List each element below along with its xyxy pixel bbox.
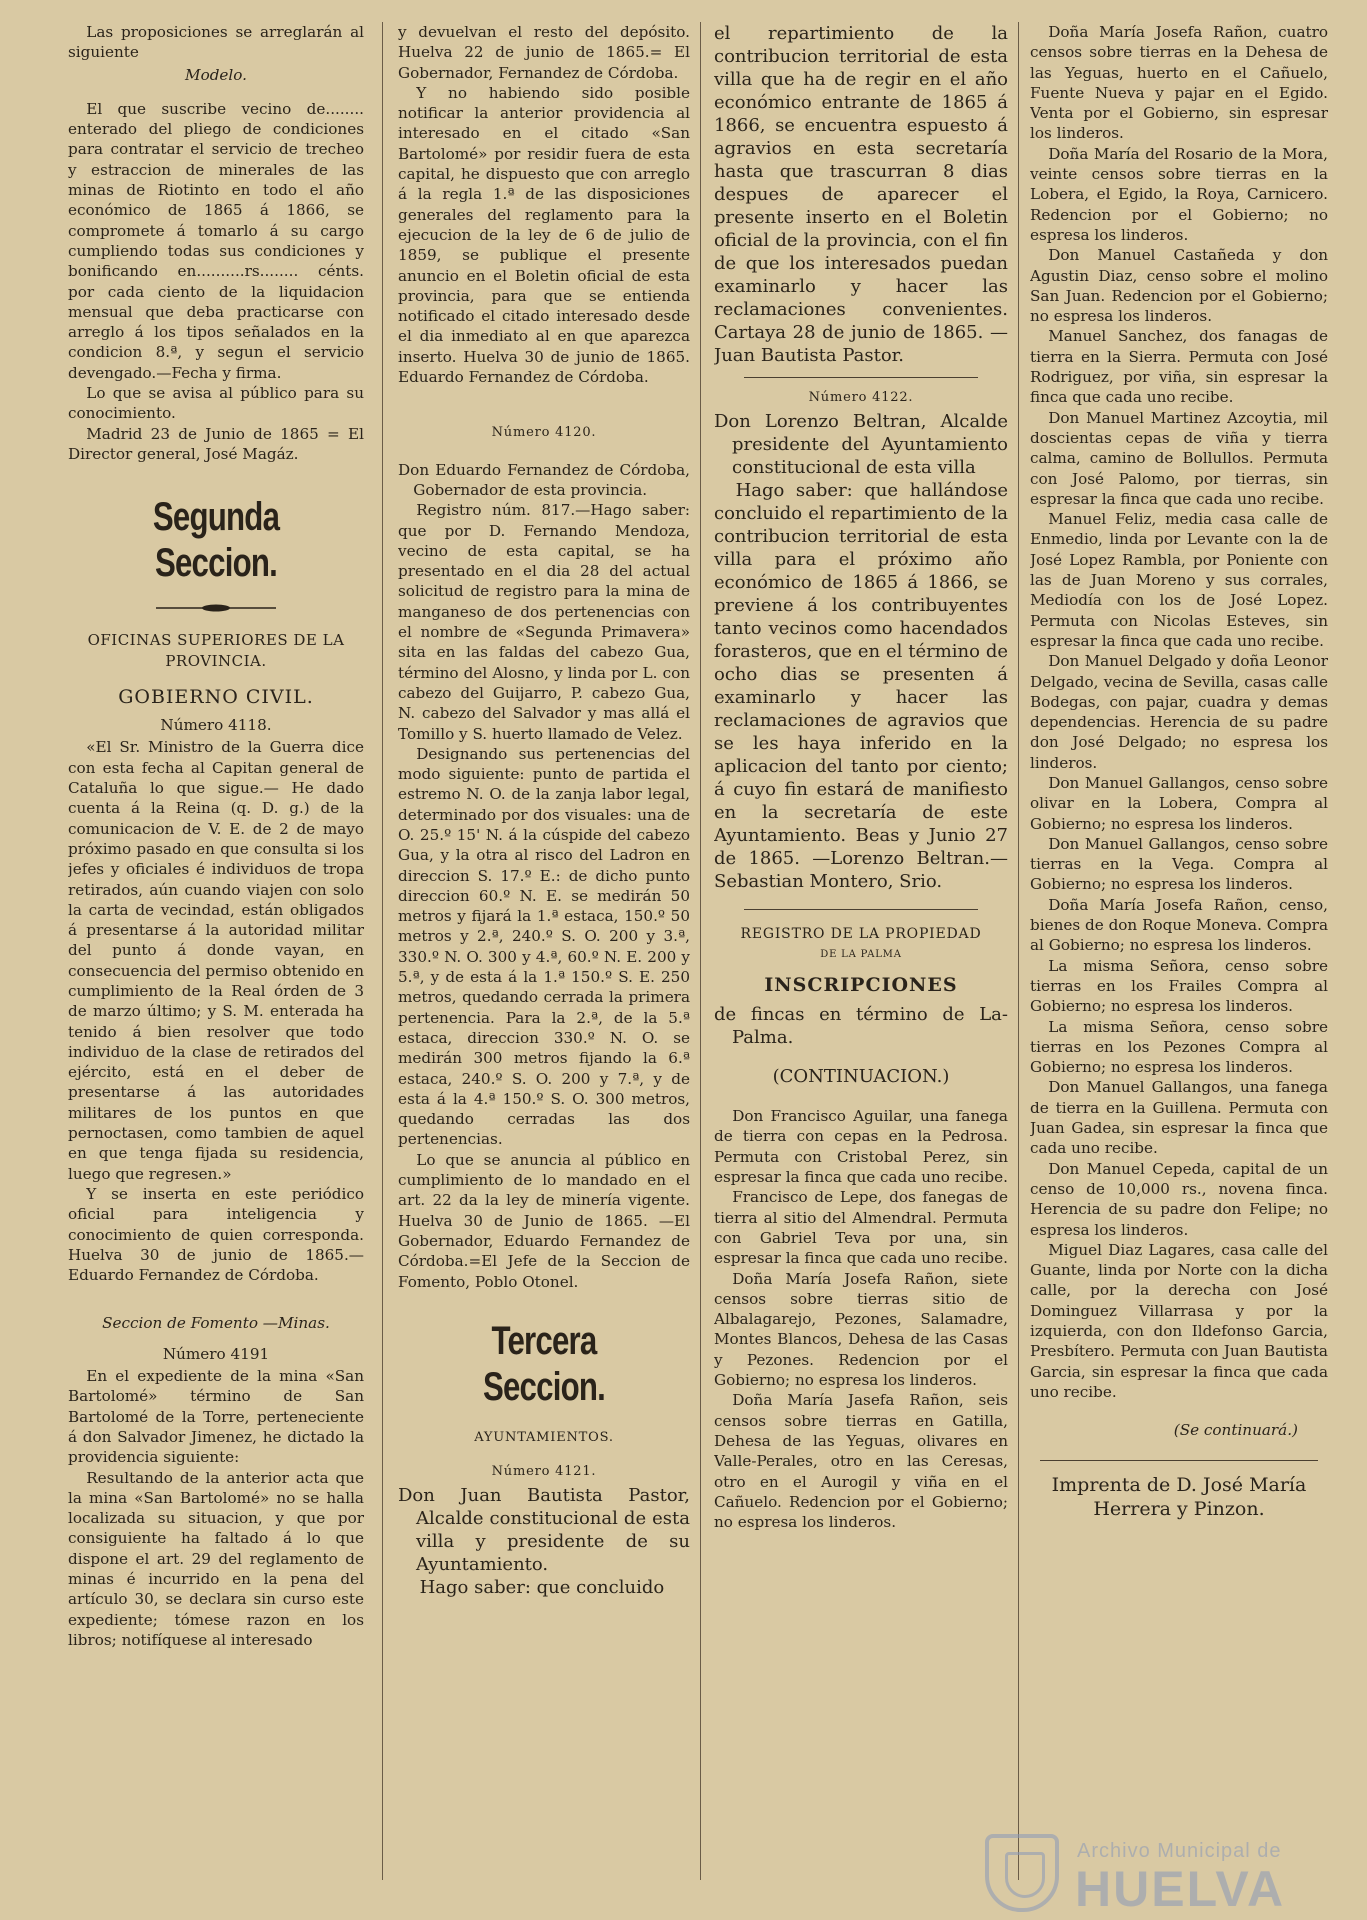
text-notificacion: Y no habiendo sido posible notificar la anterior providencia al interesado en el citado «San Bartolomé» por residir fuera de esta capital, he dispuesto que con arreglo á la regla 1.ª de las disposiciones generales del reglamento para la ejecucion de la ley de 6 de julio de 1859, se publique el presente anuncio en el Boletin oficial de esta provincia, para que se entienda notificado el citado interesado desde el dia inmediato al en que aparezca inserto. Huelva 30 de junio de 1865. Eduardo Fernandez de Córdoba. [398,83,690,387]
text-4191a: En el expediente de la mina «San Bartolomé» término de San Bartolomé de la Torre, perteneciente á don Salvador Jimenez, he dictado la providencia siguiente: [68,1367,364,1467]
entry: Manuel Sanchez, dos fanagas de tierra en la Sierra. Permuta con José Rodriguez, por viña, sin espresar la finca que cada uno recibe. [1030,327,1328,407]
modelo-text: El que suscribe vecino de........ enterado del pliego de condiciones para contratar el servicio de trecheo y estraccion de minerales de las minas de Riotinto en todo el año económico de 1865 á 1866, se compromete á tomarlo á su cargo cumpliendo todas sus condiciones y bonificando en..........rs........ cénts. por cada ciento de la liquidacion mensual que deba practicarse con arreglo á los tipos señalados en la condicion 8.ª, y segun el servicio devengado.—Fecha y firma. [68,99,364,382]
divider [1040,1460,1318,1461]
entry: Doña María Josefa Rañon, siete censos sobre tierras sitio de Albalagarejo, Pezones, Salamadre, Montes Blancos, Dehesa de las Casas y Pezones. Redencion por el Gobierno; no espresa los linderos. [714,1269,1008,1390]
header-4121: Don Juan Bautista Pastor, Alcalde constitucional de esta villa y presidente de su Ayuntamiento. [398,1485,690,1576]
numero-4191: Número 4191 [162,1344,270,1363]
registro-heading: REGISTRO DE LA PROPIEDAD [740,926,982,943]
aviso-text: Lo que se avisa al público para su conocimiento. [68,384,364,423]
column-rule [700,22,701,1880]
entry: Don Manuel Castañeda y don Agustin Diaz, censo sobre el molino San Juan. Redencion por el Gobierno; no espresa los linderos. [1030,246,1328,326]
tercera-seccion-heading: Tercera Seccion. [482,1318,606,1409]
continuacion-heading: (CONTINUACION.) [772,1066,950,1088]
entry: Miguel Diaz Lagares, casa calle del Guante, linda por Norte con la dicha calle, por la derecha con José Dominguez Villarrasa y por la izquierda, con don Ildefonso Garcia, Presbítero. Permuta con Juan Bautista Garcia, sin espresar la finca que cada uno recibe. [1030,1240,1328,1401]
numero-4118: Número 4118. [160,716,272,735]
text-4118b: Y se inserta en este periódico oficial para inteligencia y conocimiento de quien corresponda. Huelva 30 de junio de 1865.—Eduardo Fernandez de Córdoba. [68,1184,364,1285]
watermark-big-text: HUELVA [1075,1861,1286,1917]
ornament-rule [156,604,276,612]
watermark-small-text: Archivo Municipal de [1077,1840,1282,1862]
text-4191b: Resultando de la anterior acta que la mina «San Bartolomé» no se halla localizada su situacion, y que por consiguiente ha faltado á lo que dispone el art. 29 del reglamento de minas é incurrido en la pena del artículo 30, se declara sin curso este expediente; tómese razon en los libros; notifíquese al interesado [68,1468,364,1649]
header-4121-wrap [398,1484,690,1576]
entry: Don Francisco Aguilar, una fanega de tierra con cepas en la Pedrosa. Permuta con Cristobal Perez, sin espresar la finca que cada uno recibe. [714,1107,1008,1187]
entry: Doña María Josefa Rañon, cuatro censos sobre tierras en la Dehesa de las Yeguas, huerto en el Cañuelo, Fuente Nueva y pajar en el Egido. Venta por el Gobierno, sin espresar los linderos. [1030,23,1328,143]
modelo-heading: Modelo. [185,65,247,84]
gobierno-civil-heading: GOBIERNO CIVIL. [118,685,314,708]
fincas-subheading: de fincas en término de La-Palma. [714,1004,1008,1049]
text-4121: Hago saber: que concluido [419,1577,665,1599]
fomento-heading: Seccion de Fomento —Minas. [102,1314,330,1333]
entry: La misma Señora, censo sobre tierras en los Pezones Compra al Gobierno; no espresa los linderos. [1030,1017,1328,1077]
signature-text: Madrid 23 de Junio de 1865 = El Director general, José Magáz. [68,424,364,463]
header-4120: Don Eduardo Fernandez de Córdoba, Gobernador de esta provincia. [398,460,690,499]
text-cont: y devuelvan el resto del depósito. Huelva 22 de junio de 1865.= El Gobernador, Fernandez de Córdoba. [398,23,690,82]
entry: Doña María del Rosario de la Mora, veinte censos sobre tierras en la Lobera, el Egido, la Roya, Carnicero. Redencion por el Gobierno; no espresa los linderos. [1030,144,1328,244]
fincas-wrap [714,1003,1008,1049]
oficinas-heading: OFICINAS SUPERIORES DE LA PROVINCIA. [87,631,345,670]
text-4120b: Designando sus pertenencias del modo siguiente: punto de partida el estremo N. O. de la zanja labor legal, determinado por dos visuales: una de O. 25.º 15' N. á la cúspide del cabezo Gua, y la otra al risco del Ladron en direccion S. 17.º E.: de dicho punto direccion 60.º N. E. se medirán 50 metros y fijará la 1.ª estaca, 150.º 50 metros y 2.ª, 240.º S. O. 200 y 3.ª, 330.º N. O. 300 y 4.ª, 60.º N. E. 200 y 5.ª, y de esta á la 1.ª 150.º S. E. 250 metros, quedando cerrada la primera pertenencia. Para la 2.ª, de la 5.ª estaca, direccion 330.º N. O. se medirán 300 metros fijando la 6.ª estaca, 240.º S. O. 200 y 7.ª, y de esta á la 4.ª 150.º S. O. 300 metros, quedando cerradas las dos pertenencias. [398,744,690,1149]
ayuntamientos-heading: AYUNTAMIENTOS. [474,1429,614,1445]
entry: Francisco de Lepe, dos fanegas de tierra al sitio del Almendral. Permuta con Gabriel Teva por una, sin espresar la finca que cada uno recibe. [714,1188,1008,1268]
column-2 [398,22,690,1920]
column-1 [68,22,364,1920]
column-rule [1018,22,1019,1880]
column-rule [382,22,383,1880]
text-4118: «El Sr. Ministro de la Guerra dice con esta fecha al Capitan general de Cataluña lo que sigue.— He dado cuenta á la Reina (q. D. g.) de la comunicacion de V. E. de 2 de mayo próximo pasado en que consulta si los jefes y oficiales é individuos de tropa retirados, aún cuando viajen con solo la carta de vecindad, están obligados á presentarse á la autoridad militar del punto á donde vayan, en consecuencia del permiso obtenido en cumplimiento de la Real órden de 3 de marzo último; y S. M. enterada ha tenido á bien resolver que todo individuo de la clase de retirados del ejército, está en el deber de presentarse á las autoridades militares de los puntos en que pernoctasen, como tambien de aquel en que tenga fijada su residencia, luego que regresen.» [68,738,364,1183]
entry: Doña María Josefa Rañon, censo, bienes de don Roque Moneva. Compra al Gobierno; no espresa los linderos. [1030,895,1328,955]
text-4120c: Lo que se anuncia al público en cumplimiento de lo mandado en el art. 22 da la ley de minería vigente. Huelva 30 de Junio de 1865. —El Gobernador, Eduardo Fernandez de Córdoba.=El Jefe de la Seccion de Fomento, Poblo Otonel. [398,1150,690,1291]
archive-watermark [985,1832,1345,1917]
entry: Doña María Jasefa Rañon, seis censos sobre tierras en Gatilla, Dehesa de las Yeguas, olivares en Valle-Perales, otro en las Ceresas, otro en el Aurogil y viña en el Cañuelo. Redencion por el Gobierno; no espresa los linderos. [714,1391,1008,1532]
text-4122: Hago saber: que hallándose concluido el repartimiento de la contribucion territorial de esta villa para el próximo año económico de 1865 á 1866, se previene á los contribuyentes tanto vecinos como hacendados forasteros, que en el término de ocho dias se presenten á examinarlo y hacer las reclamaciones de agravios que se les haya inferido en la aplicacion del tanto por ciento; á cuyo fin estará de manifiesto en la secretaría de este Ayuntamiento. Beas y Junio 27 de 1865. —Lorenzo Beltran.—Sebastian Montero, Srio. [714,480,1008,893]
registro-subheading: DE LA PALMA [820,948,902,960]
numero-4122: Número 4122. [808,390,914,405]
continuara-text: (Se continuará.) [1173,1421,1298,1440]
intro-text: Las proposiciones se arreglarán al siguiente [68,23,364,62]
text-4121b: el repartimiento de la contribucion territorial de esta villa que ha de regir en el año económico entrante de 1865 á 1866, se encuentra espuesto á agravios en esta secretaría hasta que trascurran 8 dias despues de aparecer el presente inserto en el Boletin oficial de la provincia, con el fin de que los interesados puedan examinarlo y hacer las reclamaciones convenientes. Cartaya 28 de junio de 1865. — Juan Bautista Pastor. [714,23,1008,366]
entry: Don Manuel Gallangos, una fanega de tierra en la Guillena. Permuta con Juan Gadea, sin espresar la finca que cada uno recibe. [1030,1078,1328,1158]
numero-4121: Número 4121. [491,1464,597,1480]
header-4120-wrap [398,460,690,501]
entry: Don Manuel Cepeda, capital de un censo de 10,000 rs., novena finca. Herencia de su padre don Felipe; no espresa los linderos. [1030,1159,1328,1239]
entry: Don Manuel Delgado y doña Leonor Delgado, vecina de Sevilla, casas calle Bodegas, con pajar, cuadra y demas dependencias. Herencia de su padre don José Delgado; no espresa los linderos. [1030,652,1328,772]
divider [744,377,978,378]
column-4 [1030,22,1328,1920]
archive-seal-icon [985,1834,1059,1912]
numero-4120: Número 4120. [491,425,597,441]
text-4120a: Registro núm. 817.—Hago saber: que por D. Fernando Mendoza, vecino de esta capital, se ha presentado en el dia 28 del actual solicitud de registro para la mina de manganeso de dos pertenencias con el nombre de «Segunda Primavera» sita en las faldas del cabezo Gua, término del Alosno, y linda por L. con cabezo del Guijarro, P. cabezo Gua, N. cabezo del Salvador y mas allá el Tomillo y S. huerto llamado de Velez. [398,501,690,743]
header-4122-wrap [714,410,1008,479]
divider [744,909,978,910]
entry: Don Manuel Martinez Azcoytia, mil doscientas cepas de viña y tierra calma, camino de Bollullos. Permuta con José Palomo, por tierras, sin espresar la finca que cada uno recibe. [1030,408,1328,508]
inscripciones-heading: INSCRIPCIONES [764,973,958,996]
imprenta-text: Imprenta de D. José María Herrera y Pinzon. [1051,1474,1307,1521]
entry: La misma Señora, censo sobre tierras en los Frailes Compra al Gobierno; no espresa los linderos. [1030,956,1328,1016]
segunda-seccion-heading: Segunda Seccion. [152,495,280,586]
entry: Don Manuel Gallangos, censo sobre tierras en la Vega. Compra al Gobierno; no espresa los linderos. [1030,834,1328,894]
entry: Don Manuel Gallangos, censo sobre olivar en la Lobera, Compra al Gobierno; no espresa los linderos. [1030,773,1328,833]
entry: Manuel Feliz, media casa calle de Enmedio, linda por Levante con la de José Lopez Rambla, por Poniente con las de Juan Moreno y sus corrales, Mediodía con los de José Lopez. Permuta con Nicolas Esteves, sin espresar la finca que cada uno recibe. [1030,510,1328,650]
column-3 [714,22,1008,1920]
header-4122: Don Lorenzo Beltran, Alcalde presidente del Ayuntamiento constitucional de esta villa [714,411,1008,479]
